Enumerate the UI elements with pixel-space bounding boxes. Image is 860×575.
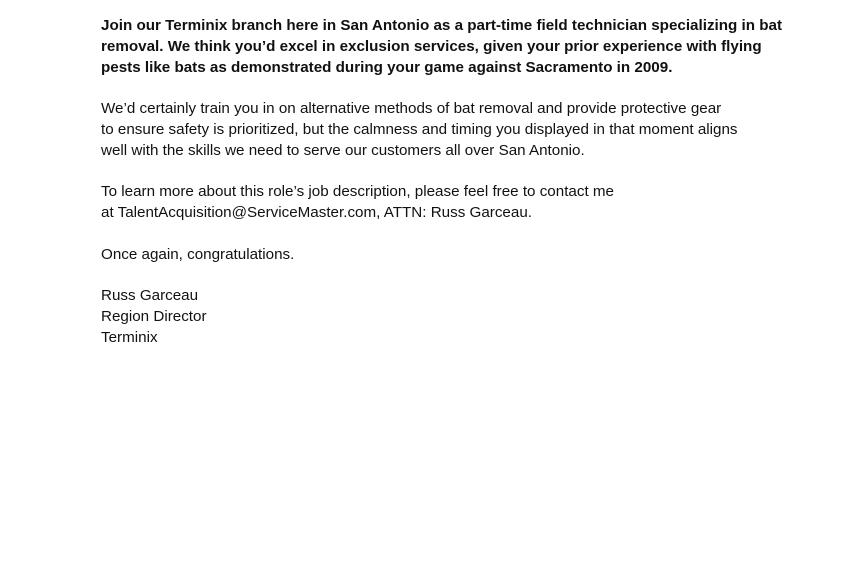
signature-name: Russ Garceau — [101, 287, 199, 305]
letter-body — [101, 16, 801, 349]
signature-company: Terminix — [101, 328, 158, 346]
signature-block — [101, 286, 801, 348]
signature-title: Region Director — [101, 308, 207, 326]
contact-paragraph — [101, 182, 801, 224]
contact-line: To learn more about this role’s job description, please feel free to contact me — [101, 183, 614, 201]
training-line: to ensure safety is prioritized, but the calmness and timing you displayed in that moment aligns — [101, 120, 738, 138]
training-line: We’d certainly train you in on alternative methods of bat removal and provide protective gear — [101, 100, 722, 118]
contact-line: at TalentAcquisition@ServiceMaster.com, ATTN: Russ Garceau. — [101, 204, 532, 222]
training-line: well with the skills we need to serve our customers all over San Antonio. — [101, 141, 585, 159]
intro-line: Join our Terminix branch here in San Antonio as a part-time field technician specializing in bat — [101, 17, 783, 34]
training-paragraph — [101, 99, 801, 161]
closing-line: Once again, congratulations. — [101, 245, 295, 263]
intro-line: pests like bats as demonstrated during your game against Sacramento in 2009. — [101, 58, 673, 76]
intro-line: removal. We think you’d excel in exclusion services, given your prior experience with flying — [101, 37, 762, 55]
intro-paragraph — [101, 16, 801, 78]
